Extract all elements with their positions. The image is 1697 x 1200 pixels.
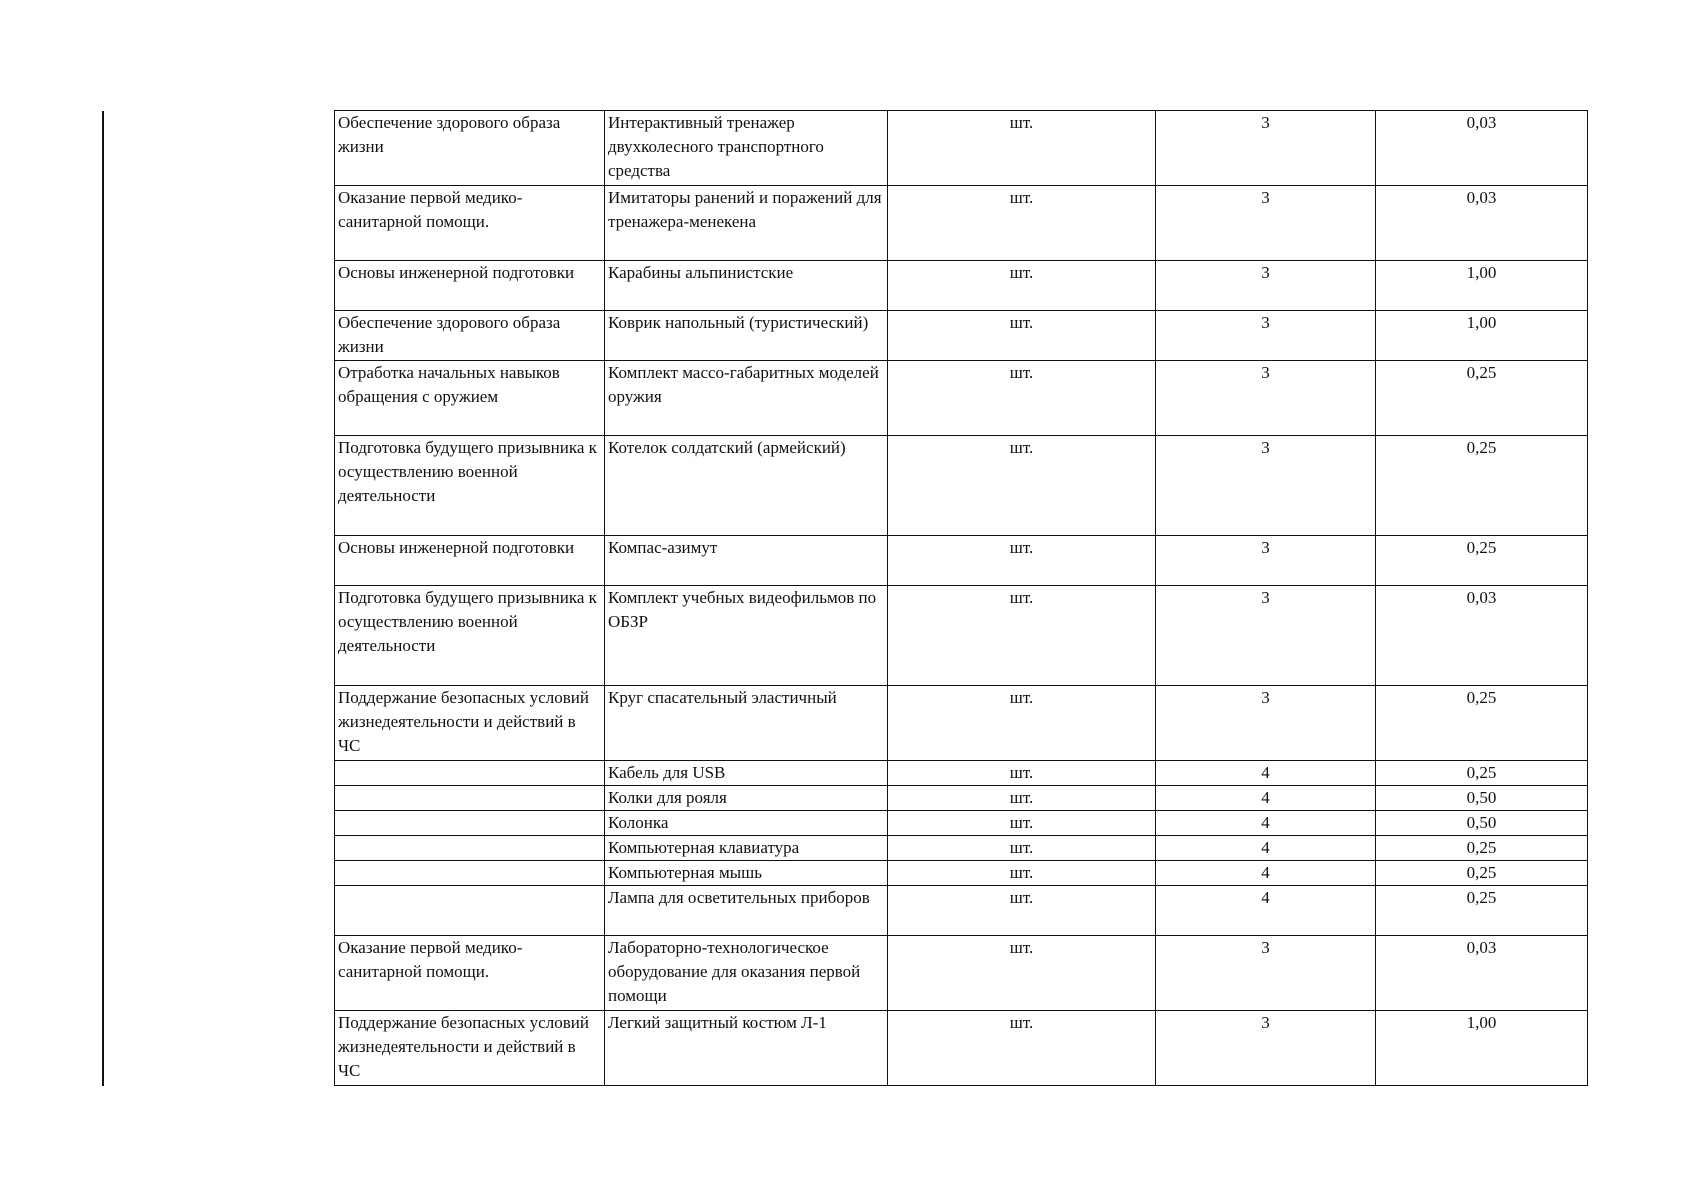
unit-cell: шт. — [888, 361, 1156, 436]
table-row — [335, 811, 1588, 836]
item-cell: Компьютерная клавиатура — [605, 836, 888, 861]
table-row — [335, 1011, 1588, 1086]
unit-cell: шт. — [888, 311, 1156, 361]
section-cell: Обеспечение здорового образа жизни — [335, 111, 605, 186]
table-row — [335, 886, 1588, 936]
qty-cell: 4 — [1156, 861, 1376, 886]
table-row — [335, 311, 1588, 361]
item-cell: Интерактивный тренажер двухколесного транспортного средства — [605, 111, 888, 186]
qty-cell: 3 — [1156, 936, 1376, 1011]
unit-cell: шт. — [888, 861, 1156, 886]
unit-cell: шт. — [888, 186, 1156, 261]
item-cell: Коврик напольный (туристический) — [605, 311, 888, 361]
section-cell: Подготовка будущего призывника к осуществлению военной деятельности — [335, 586, 605, 686]
qty-cell: 3 — [1156, 261, 1376, 311]
qty-cell: 4 — [1156, 836, 1376, 861]
table-row — [335, 936, 1588, 1011]
unit-cell: шт. — [888, 261, 1156, 311]
qty-cell: 3 — [1156, 436, 1376, 536]
table-row — [335, 836, 1588, 861]
value-cell: 0,25 — [1376, 536, 1588, 586]
section-cell: Поддержание безопасных условий жизнедеятельности и действий в ЧС — [335, 1011, 605, 1086]
section-cell — [335, 761, 605, 786]
qty-cell: 3 — [1156, 361, 1376, 436]
item-cell: Лабораторно-технологическое оборудование для оказания первой помощи — [605, 936, 888, 1011]
unit-cell: шт. — [888, 886, 1156, 936]
section-cell: Основы инженерной подготовки — [335, 261, 605, 311]
section-cell: Отработка начальных навыков обращения с оружием — [335, 361, 605, 436]
table-row — [335, 761, 1588, 786]
value-cell: 1,00 — [1376, 1011, 1588, 1086]
section-cell: Оказание первой медико-санитарной помощи. — [335, 186, 605, 261]
unit-cell: шт. — [888, 836, 1156, 861]
unit-cell: шт. — [888, 586, 1156, 686]
section-cell: Основы инженерной подготовки — [335, 536, 605, 586]
section-cell: Поддержание безопасных условий жизнедеятельности и действий в ЧС — [335, 686, 605, 761]
page-margin-line — [102, 111, 104, 1086]
section-cell — [335, 886, 605, 936]
value-cell: 0,03 — [1376, 586, 1588, 686]
section-cell: Подготовка будущего призывника к осуществлению военной деятельности — [335, 436, 605, 536]
qty-cell: 4 — [1156, 886, 1376, 936]
item-cell: Лампа для осветительных приборов — [605, 886, 888, 936]
equipment-table — [334, 110, 1588, 1086]
unit-cell: шт. — [888, 761, 1156, 786]
value-cell: 0,50 — [1376, 811, 1588, 836]
table-row — [335, 786, 1588, 811]
qty-cell: 3 — [1156, 536, 1376, 586]
unit-cell: шт. — [888, 111, 1156, 186]
section-cell: Оказание первой медико-санитарной помощи. — [335, 936, 605, 1011]
value-cell: 0,25 — [1376, 886, 1588, 936]
value-cell: 0,03 — [1376, 111, 1588, 186]
unit-cell: шт. — [888, 811, 1156, 836]
item-cell: Компас-азимут — [605, 536, 888, 586]
item-cell: Легкий защитный костюм Л-1 — [605, 1011, 888, 1086]
value-cell: 0,50 — [1376, 786, 1588, 811]
table-row — [335, 261, 1588, 311]
unit-cell: шт. — [888, 786, 1156, 811]
section-cell — [335, 861, 605, 886]
item-cell: Котелок солдатский (армейский) — [605, 436, 888, 536]
table-row — [335, 186, 1588, 261]
section-cell — [335, 836, 605, 861]
unit-cell: шт. — [888, 686, 1156, 761]
item-cell: Круг спасательный эластичный — [605, 686, 888, 761]
section-cell: Обеспечение здорового образа жизни — [335, 311, 605, 361]
item-cell: Кабель для USB — [605, 761, 888, 786]
item-cell: Комплект учебных видеофильмов по ОБЗР — [605, 586, 888, 686]
qty-cell: 3 — [1156, 586, 1376, 686]
table-row — [335, 361, 1588, 436]
item-cell: Колки для рояля — [605, 786, 888, 811]
unit-cell: шт. — [888, 936, 1156, 1011]
value-cell: 0,25 — [1376, 436, 1588, 536]
section-cell — [335, 811, 605, 836]
value-cell: 0,25 — [1376, 761, 1588, 786]
table-row — [335, 686, 1588, 761]
value-cell: 0,25 — [1376, 686, 1588, 761]
qty-cell: 4 — [1156, 761, 1376, 786]
value-cell: 0,25 — [1376, 836, 1588, 861]
unit-cell: шт. — [888, 436, 1156, 536]
value-cell: 1,00 — [1376, 261, 1588, 311]
table-row — [335, 536, 1588, 586]
value-cell: 0,03 — [1376, 936, 1588, 1011]
item-cell: Комплект массо-габаритных моделей оружия — [605, 361, 888, 436]
value-cell: 1,00 — [1376, 311, 1588, 361]
section-cell — [335, 786, 605, 811]
qty-cell: 4 — [1156, 786, 1376, 811]
table-row — [335, 111, 1588, 186]
value-cell: 0,25 — [1376, 361, 1588, 436]
qty-cell: 3 — [1156, 686, 1376, 761]
unit-cell: шт. — [888, 1011, 1156, 1086]
qty-cell: 3 — [1156, 186, 1376, 261]
value-cell: 0,25 — [1376, 861, 1588, 886]
table-row — [335, 861, 1588, 886]
item-cell: Компьютерная мышь — [605, 861, 888, 886]
qty-cell: 3 — [1156, 311, 1376, 361]
value-cell: 0,03 — [1376, 186, 1588, 261]
item-cell: Колонка — [605, 811, 888, 836]
item-cell: Карабины альпинистские — [605, 261, 888, 311]
unit-cell: шт. — [888, 536, 1156, 586]
table-row — [335, 586, 1588, 686]
item-cell: Имитаторы ранений и поражений для тренажера-менекена — [605, 186, 888, 261]
qty-cell: 3 — [1156, 1011, 1376, 1086]
table-row — [335, 436, 1588, 536]
qty-cell: 3 — [1156, 111, 1376, 186]
qty-cell: 4 — [1156, 811, 1376, 836]
